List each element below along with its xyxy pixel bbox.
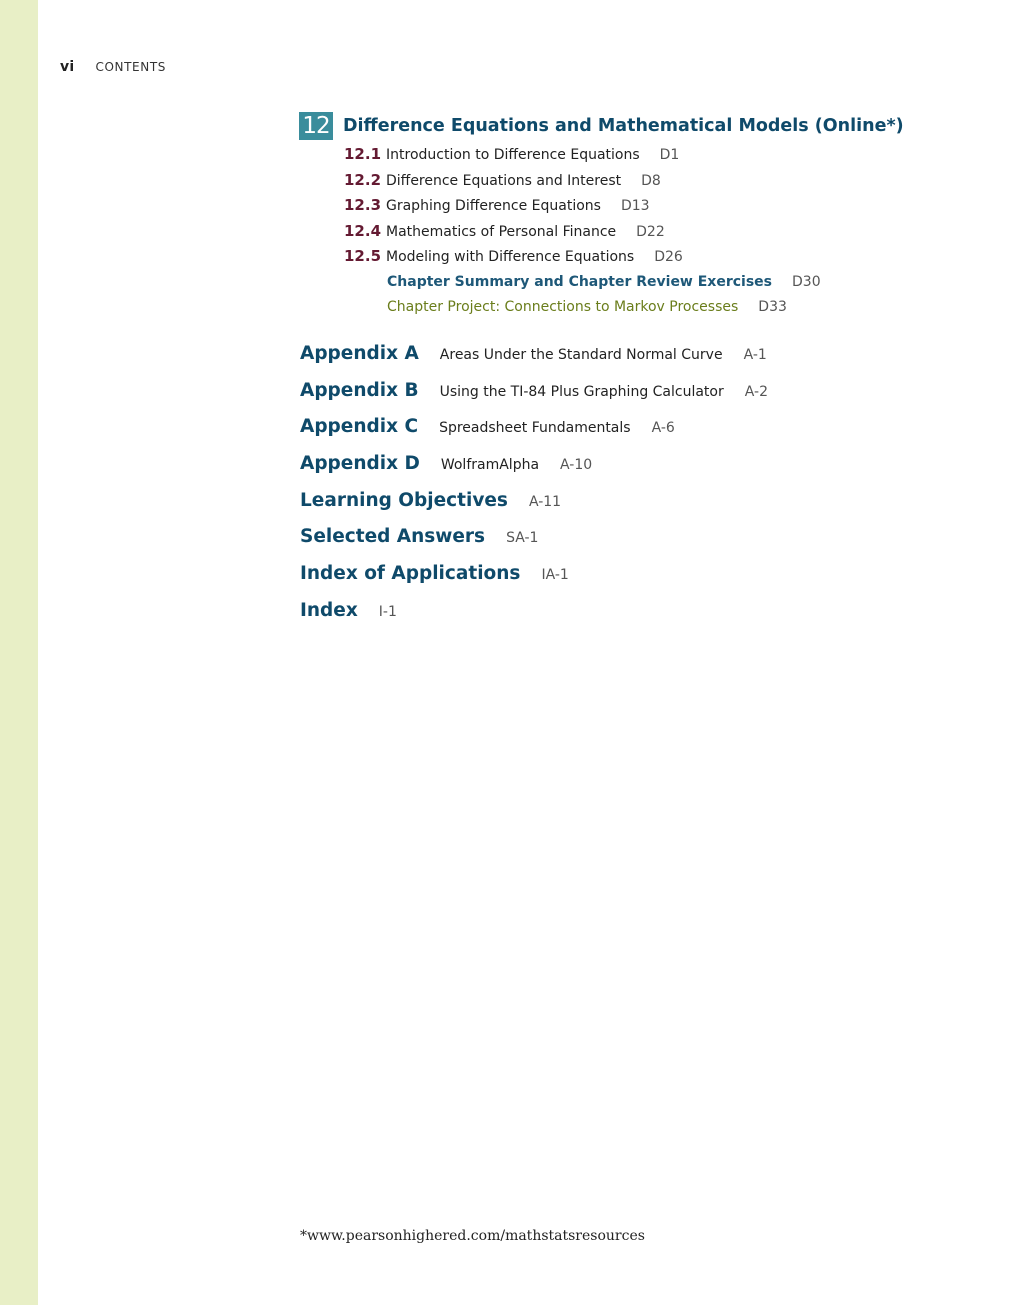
index-page: I-1 [378, 603, 397, 620]
learning-objectives-label: Learning Objectives [300, 489, 508, 511]
running-head: CONTENTS [95, 60, 166, 74]
section-title: Graphing Difference Equations [386, 198, 601, 215]
learning-objectives-page: A-11 [528, 493, 562, 510]
chapter-project-title: Chapter Project: Connections to Markov Processes [387, 299, 739, 315]
chapter-summary-page: D30 [792, 274, 821, 290]
back-matter-entry[interactable] [300, 526, 768, 563]
back-matter-entry[interactable] [300, 416, 768, 453]
section-number: 12.4 [344, 221, 382, 240]
chapter-number-badge: 12 [299, 112, 333, 140]
appendix-d-label: Appendix D [300, 453, 420, 475]
section-title: Difference Equations and Interest [386, 172, 622, 189]
section-page: D1 [659, 147, 680, 163]
appendix-a-title: Areas Under the Standard Normal Curve [439, 347, 723, 363]
section-number: 12.1 [344, 145, 382, 163]
back-matter-entry[interactable] [300, 380, 768, 417]
section-title: Mathematics of Personal Finance [386, 223, 617, 240]
appendix-d-title: WolframAlpha [440, 457, 540, 474]
section-title: Introduction to Difference Equations [386, 147, 640, 163]
page-number: vi [60, 59, 75, 75]
section-list [344, 145, 683, 273]
appendix-c-label: Appendix C [300, 416, 419, 438]
section-number: 12.2 [344, 170, 382, 189]
appendix-c-page: A-6 [651, 420, 675, 437]
appendix-a-label: Appendix A [300, 343, 419, 364]
section-title: Modeling with Difference Equations [386, 249, 635, 266]
index-of-applications-label: Index of Applications [300, 563, 521, 585]
section-page: D8 [641, 172, 661, 189]
back-matter-entry[interactable] [300, 563, 768, 600]
selected-answers-page: SA-1 [506, 530, 539, 547]
selected-answers-label: Selected Answers [300, 526, 486, 548]
chapter-title[interactable]: Difference Equations and Mathematical Models (Online*) [343, 116, 904, 136]
page-header [60, 59, 166, 75]
margin-bar [0, 0, 38, 1305]
chapter-project-entry[interactable] [387, 299, 787, 315]
section-entry[interactable] [344, 196, 683, 222]
back-matter-entry[interactable] [300, 453, 768, 490]
section-entry[interactable] [344, 247, 683, 273]
index-of-applications-page: IA-1 [541, 567, 569, 584]
back-matter-entry[interactable] [300, 600, 768, 637]
appendix-b-label: Appendix B [300, 379, 419, 401]
appendix-b-page: A-2 [744, 383, 768, 400]
footnote: *www.pearsonhighered.com/mathstatsresources [300, 1228, 645, 1244]
section-page: D22 [636, 223, 665, 240]
section-entry[interactable] [344, 171, 683, 197]
section-entry[interactable] [344, 222, 683, 248]
chapter-heading [299, 112, 904, 140]
section-number: 12.5 [344, 247, 382, 266]
section-entry[interactable] [344, 145, 683, 171]
appendix-a-page: A-1 [743, 347, 767, 363]
back-matter-list [300, 343, 768, 637]
section-page: D13 [620, 198, 650, 215]
appendix-b-title: Using the TI-84 Plus Graphing Calculator [439, 383, 724, 400]
index-label: Index [300, 599, 358, 621]
back-matter-entry[interactable] [300, 490, 768, 527]
section-number: 12.3 [344, 196, 382, 215]
section-page: D26 [654, 249, 683, 266]
chapter-summary-entry[interactable] [387, 274, 821, 290]
appendix-d-page: A-10 [560, 457, 593, 474]
back-matter-entry[interactable] [300, 343, 768, 380]
chapter-summary-title: Chapter Summary and Chapter Review Exercises [387, 274, 772, 290]
appendix-c-title: Spreadsheet Fundamentals [439, 420, 631, 437]
chapter-project-page: D33 [758, 299, 787, 315]
